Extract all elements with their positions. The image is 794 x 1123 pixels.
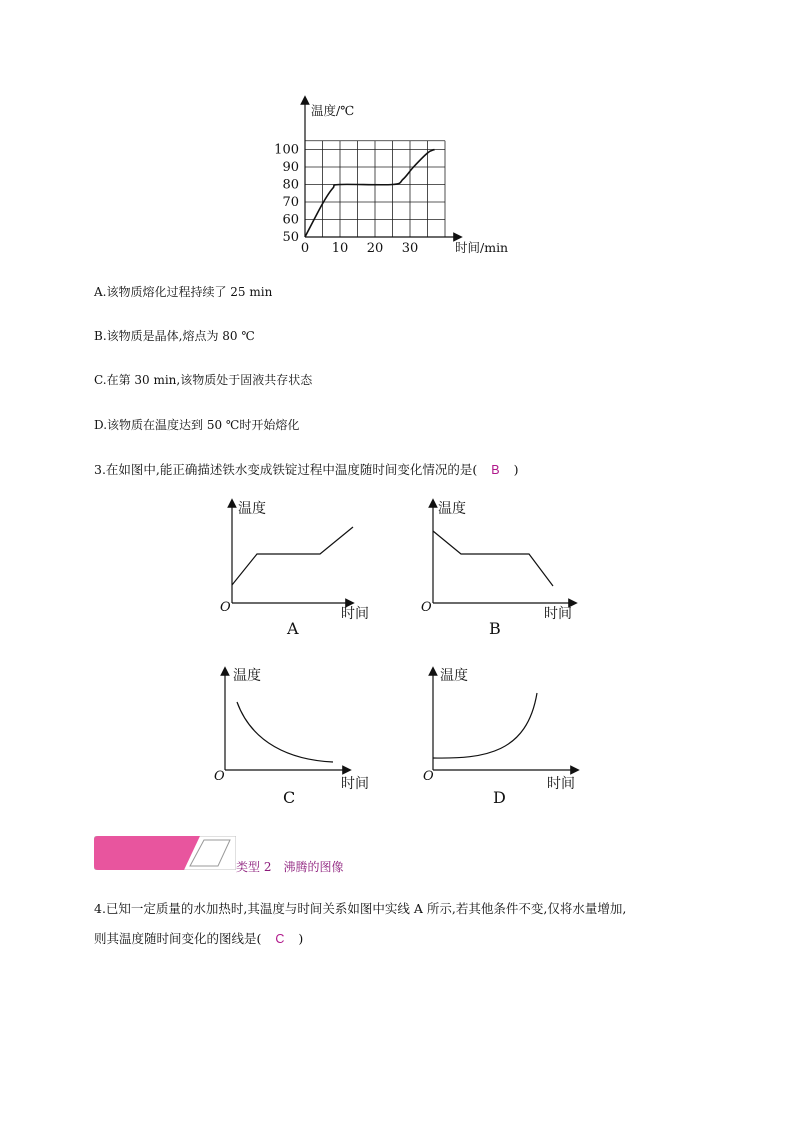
question-3-answer: B (491, 463, 500, 477)
section-title: 类型 2 沸腾的图像 (236, 860, 344, 874)
y-tick-label: 80 (282, 177, 299, 193)
graph-b-letter: B (489, 619, 501, 638)
graph-b (413, 495, 593, 645)
x-axis-label: 时间 (341, 606, 369, 622)
x-axis-label: 时间 (547, 776, 575, 792)
x-tick-label: 0 (300, 241, 310, 256)
y-tick-label: 70 (282, 195, 299, 210)
y-axis-label: 温度/℃ (311, 103, 355, 118)
x-tick-label: 30 (401, 241, 419, 256)
y-tick-label: 100 (274, 142, 299, 158)
option-a: A.该物质熔化过程持续了 25 min (94, 285, 273, 299)
graph-c-curve (237, 702, 333, 762)
y-axis-label: 温度 (233, 668, 261, 684)
y-axis-label: 温度 (440, 668, 468, 684)
option-b: B.该物质是晶体,熔点为 80 ℃ (94, 329, 255, 343)
x-tick-label: 10 (331, 241, 349, 256)
question-4-close: ) (298, 931, 304, 946)
origin-label: O (423, 769, 434, 784)
graph-d (415, 663, 595, 813)
question-3-close: ) (513, 462, 519, 477)
y-tick-label: 90 (282, 160, 299, 175)
option-c: C.在第 30 min,该物质处于固液共存状态 (94, 373, 313, 387)
graph-d-letter: D (493, 788, 506, 807)
x-axis-label: 时间 (341, 776, 369, 792)
graph-b-curve (433, 531, 553, 586)
question-3-text: 3.在如图中,能正确描述铁水变成铁锭过程中温度随时间变化情况的是( (94, 462, 478, 477)
y-tick-label: 60 (282, 212, 299, 228)
melting-chart (270, 92, 530, 262)
x-axis-label: 时间 (544, 606, 572, 622)
x-tick-label: 20 (366, 241, 384, 256)
question-4-text: 则其温度随时间变化的图线是( (94, 931, 262, 946)
option-d: D.该物质在温度达到 50 ℃时开始熔化 (94, 418, 300, 432)
origin-label: O (214, 769, 225, 784)
y-axis-label: 温度 (438, 501, 466, 517)
y-axis-label: 温度 (238, 501, 266, 517)
section-banner (94, 836, 236, 870)
question-4-line2 (94, 929, 303, 947)
series-line (305, 150, 435, 238)
x-axis-label: 时间/min (455, 240, 509, 255)
origin-label: O (421, 600, 432, 615)
question-3 (94, 460, 518, 478)
y-tick-label: 50 (282, 230, 299, 245)
origin-label: O (220, 600, 231, 615)
graph-d-curve (433, 693, 537, 758)
question-4-line1: 4.已知一定质量的水加热时,其温度与时间关系如图中实线 A 所示,若其他条件不变,仅将水量增加, (94, 901, 627, 916)
graph-c-letter: C (283, 788, 296, 807)
graph-a-letter: A (287, 619, 299, 638)
graph-a-curve (232, 527, 353, 585)
question-4-answer: C (275, 932, 285, 946)
graph-a (212, 495, 382, 645)
graph-c (210, 663, 380, 813)
